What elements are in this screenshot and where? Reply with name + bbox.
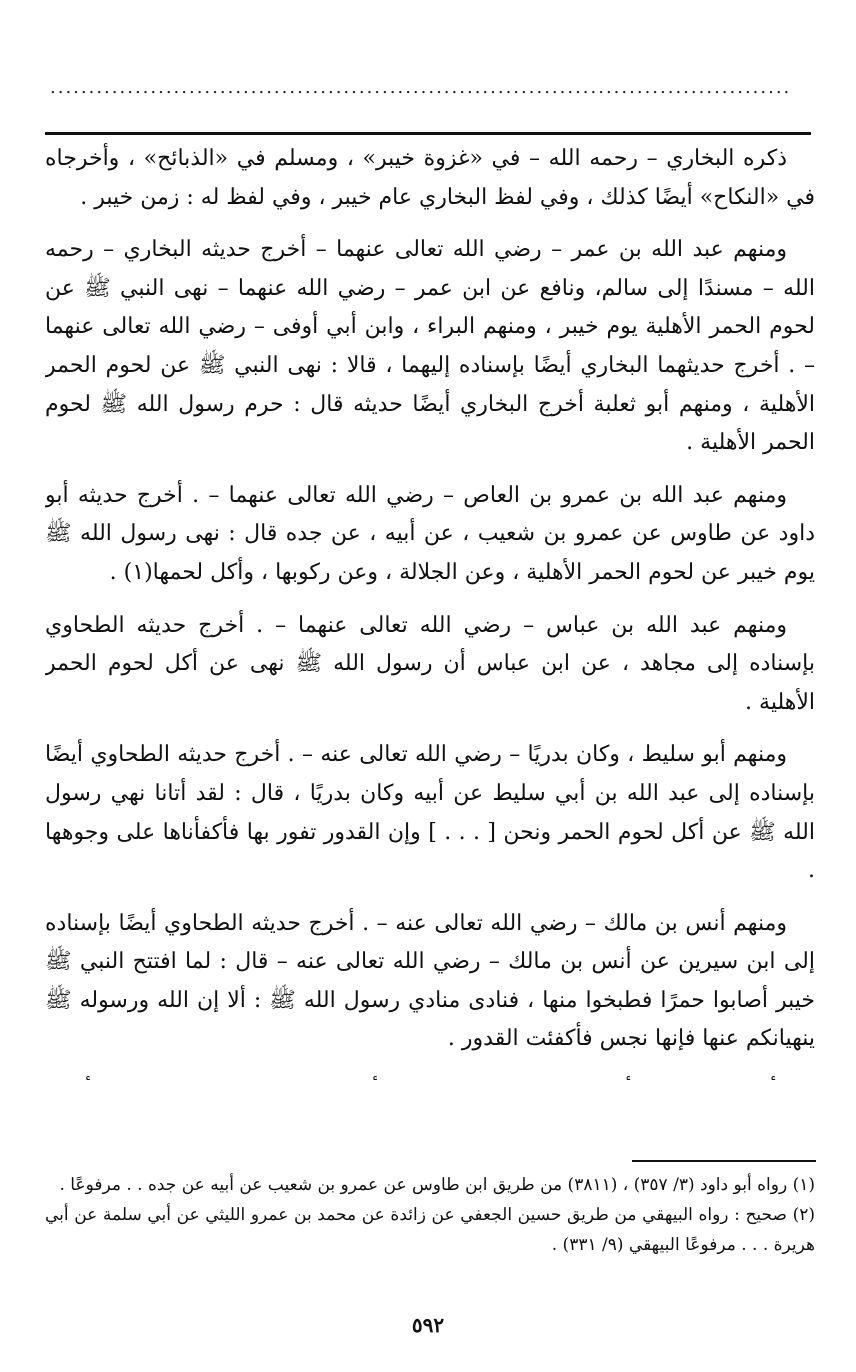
footnote-1: (١) رواه أبو داود (٣/ ٣٥٧) ، (٣٨١١) من طريق ابن طاوس عن عمرو بن شعيب عن أبيه عن جده . . مرفوعًا . bbox=[59, 1175, 815, 1195]
footnotes bbox=[45, 1170, 815, 1280]
footnote-separator bbox=[632, 1160, 816, 1162]
paragraph-3: ومنهم عبد الله بن عمرو بن العاص – رضي الله تعالى عنهما – . أخرج حديثه أبو داود عن طاوس عن عمرو بن شعيب ، عن أبيه ، عن جده قال : نهى رسول الله ﷺ يوم خيبر عن لحوم الحمر الأهلية ، وعن الجلالة ، وعن ركوبها ، وأكل لحمها(١) . bbox=[45, 482, 815, 585]
paragraph-1: ذكره البخاري – رحمه الله – في «غزوة خيبر» ، ومسلم في «الذبائح» ، وأخرجاه في «النكاح» أيضًا كذلك ، وفي لفظ البخاري عام خيبر ، وفي لفظ له : زمن خيبر . bbox=[45, 146, 815, 210]
paragraph-7 bbox=[45, 1073, 815, 1080]
page-number: ٥٩٢ bbox=[411, 1313, 445, 1337]
footnote-2: (٢) صحيح : رواه البيهقي من طريق حسين الجعفي عن زائدة عن محمد بن عمرو الليثي عن أبي سلمة عن أبي هريرة . . . مرفوعًا البيهقي (٩/ ٣٣١) . bbox=[45, 1205, 815, 1255]
main-text bbox=[45, 140, 815, 1080]
header-dotted-line: ................................................................................................ bbox=[50, 78, 792, 98]
paragraph-6: ومنهم أنس بن مالك – رضي الله تعالى عنه – . أخرج حديثه الطحاوي أيضًا بإسناده إلى ابن سيرين عن أنس بن مالك – رضي الله تعالى عنه – قال : لما افتتح النبي ﷺ خيبر أصابوا حمرًا فطبخوا منها ، فنادى منادي رسول الله ﷺ : ألا إن الله ورسوله ﷺ ينهيانكم عنها فإنها نجس فأكفئت القدور . bbox=[45, 910, 815, 1052]
paragraph-5: ومنهم أبو سليط ، وكان بدريًا – رضي الله تعالى عنه – . أخرج حديثه الطحاوي أيضًا بإسناده إلى عبد الله بن أبي سليط عن أبيه وكان بدريًا ، قال : لقد أتانا نهي رسول الله ﷺ عن أكل لحوم الحمر ونحن [ . . . ] وإن القدور تفور بها فأكفأناها على وجوهها . bbox=[45, 742, 815, 884]
paragraph-2: ومنهم عبد الله بن عمر – رضي الله تعالى عنهما – أخرج حديثه البخاري – رحمه الله – مسندًا إلى سالم، ونافع عن ابن عمر – رضي الله عنهما – نهى النبي ﷺ عن لحوم الحمر الأهلية يوم خيبر ، ومنهم البراء ، وابن أبي أوفى – رضي الله تعالى عنهما – . أخرج حديثهما البخاري أيضًا بإسناده إليهما ، قالا : نهى النبي ﷺ عن لحوم الحمر الأهلية ، ومنهم أبو ثعلبة أخرج البخاري أيضًا حديثه قال : حرم رسول الله ﷺ لحوم الحمر الأهلية . bbox=[45, 237, 815, 456]
header-rule bbox=[45, 132, 811, 135]
paragraph-4: ومنهم عبد الله بن عباس – رضي الله تعالى عنهما – . أخرج حديثه الطحاوي بإسناده إلى مجاهد ، عن ابن عباس أن رسول الله ﷺ نهى عن أكل لحوم الحمر الأهلية . bbox=[45, 612, 815, 715]
